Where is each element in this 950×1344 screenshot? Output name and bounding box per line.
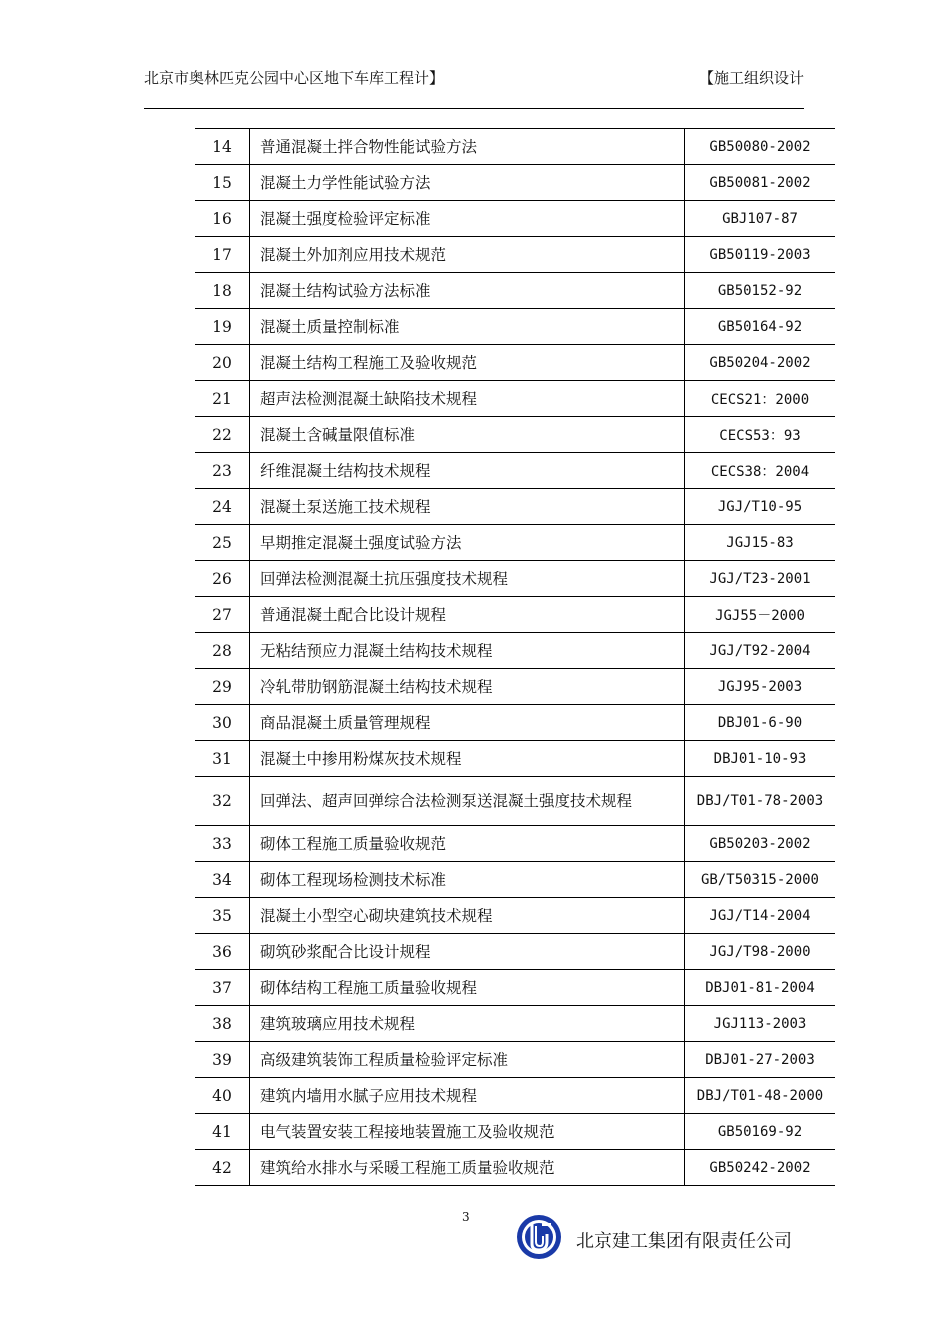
- row-number: 24: [195, 489, 250, 525]
- table-row: [195, 129, 835, 165]
- standard-name: 混凝土外加剂应用技术规范: [250, 237, 685, 273]
- standard-name: 混凝土结构工程施工及验收规范: [250, 345, 685, 381]
- row-number: 19: [195, 309, 250, 345]
- row-number: 34: [195, 862, 250, 898]
- row-number: 26: [195, 561, 250, 597]
- row-number: 15: [195, 165, 250, 201]
- table-row: [195, 862, 835, 898]
- standard-name: 普通混凝土拌合物性能试验方法: [250, 129, 685, 165]
- table-row: [195, 777, 835, 826]
- standard-code: DBJ01-6-90: [685, 705, 836, 741]
- standard-code: GB50081-2002: [685, 165, 836, 201]
- row-number: 32: [195, 777, 250, 826]
- row-number: 18: [195, 273, 250, 309]
- standard-name: 回弹法、超声回弹综合法检测泵送混凝土强度技术规程: [250, 777, 685, 826]
- table-row: [195, 417, 835, 453]
- standard-code: GB50119-2003: [685, 237, 836, 273]
- table-row: [195, 1078, 835, 1114]
- header-document-type: 【施工组织设计: [698, 69, 804, 87]
- row-number: 28: [195, 633, 250, 669]
- table-row: [195, 165, 835, 201]
- standard-code: JGJ15-83: [685, 525, 836, 561]
- standard-code: GB50242-2002: [685, 1150, 836, 1186]
- row-number: 30: [195, 705, 250, 741]
- standard-code: GB/T50315-2000: [685, 862, 836, 898]
- row-number: 21: [195, 381, 250, 417]
- company-name: 北京建工集团有限责任公司: [576, 1231, 792, 1252]
- row-number: 40: [195, 1078, 250, 1114]
- table-row: [195, 489, 835, 525]
- standard-name: 电气装置安装工程接地装置施工及验收规范: [250, 1114, 685, 1150]
- standard-code: GB50204-2002: [685, 345, 836, 381]
- standard-name: 普通混凝土配合比设计规程: [250, 597, 685, 633]
- row-number: 16: [195, 201, 250, 237]
- table-row: [195, 633, 835, 669]
- company-logo-icon: [516, 1214, 562, 1260]
- standard-code: DBJ/T01-78-2003: [685, 777, 836, 826]
- row-number: 36: [195, 934, 250, 970]
- table-row: [195, 705, 835, 741]
- row-number: 37: [195, 970, 250, 1006]
- table-row: [195, 1114, 835, 1150]
- standard-name: 混凝土中掺用粉煤灰技术规程: [250, 741, 685, 777]
- table-row: [195, 934, 835, 970]
- table-row: [195, 381, 835, 417]
- table-row: [195, 273, 835, 309]
- row-number: 38: [195, 1006, 250, 1042]
- standard-code: GB50164-92: [685, 309, 836, 345]
- standard-code: JGJ/T92-2004: [685, 633, 836, 669]
- row-number: 14: [195, 129, 250, 165]
- standard-code: JGJ113-2003: [685, 1006, 836, 1042]
- standard-code: GB50152-92: [685, 273, 836, 309]
- table-row: [195, 525, 835, 561]
- table-row: [195, 898, 835, 934]
- standard-name: 混凝土质量控制标准: [250, 309, 685, 345]
- header-project-title: 北京市奥林匹克公园中心区地下车库工程计】: [144, 69, 445, 87]
- standard-name: 混凝土强度检验评定标准: [250, 201, 685, 237]
- table-row: [195, 1042, 835, 1078]
- standard-name: 混凝土结构试验方法标准: [250, 273, 685, 309]
- standard-name: 超声法检测混凝土缺陷技术规程: [250, 381, 685, 417]
- standard-code: CECS38：2004: [685, 453, 836, 489]
- standard-name: 建筑给水排水与采暖工程施工质量验收规范: [250, 1150, 685, 1186]
- standards-table: [195, 128, 835, 1186]
- standard-code: DBJ01-81-2004: [685, 970, 836, 1006]
- row-number: 31: [195, 741, 250, 777]
- row-number: 39: [195, 1042, 250, 1078]
- row-number: 27: [195, 597, 250, 633]
- standard-name: 砌体工程施工质量验收规范: [250, 826, 685, 862]
- table-row: [195, 669, 835, 705]
- standard-name: 混凝土泵送施工技术规程: [250, 489, 685, 525]
- standard-code: GBJ107-87: [685, 201, 836, 237]
- table-row: [195, 970, 835, 1006]
- standard-name: 商品混凝土质量管理规程: [250, 705, 685, 741]
- standard-name: 冷轧带肋钢筋混凝土结构技术规程: [250, 669, 685, 705]
- standard-code: JGJ55－2000: [685, 597, 836, 633]
- row-number: 35: [195, 898, 250, 934]
- standard-code: GB50203-2002: [685, 826, 836, 862]
- standard-code: DBJ01-27-2003: [685, 1042, 836, 1078]
- standard-name: 混凝土力学性能试验方法: [250, 165, 685, 201]
- table-row: [195, 826, 835, 862]
- table-row: [195, 561, 835, 597]
- row-number: 29: [195, 669, 250, 705]
- standard-code: DBJ/T01-48-2000: [685, 1078, 836, 1114]
- standard-name: 混凝土含碱量限值标准: [250, 417, 685, 453]
- table-row: [195, 237, 835, 273]
- standard-code: CECS21：2000: [685, 381, 836, 417]
- table-row: [195, 1150, 835, 1186]
- standard-name: 纤维混凝土结构技术规程: [250, 453, 685, 489]
- page-number: 3: [462, 1210, 470, 1224]
- standard-code: JGJ/T10-95: [685, 489, 836, 525]
- standard-name: 砌体工程现场检测技术标准: [250, 862, 685, 898]
- table-row: [195, 453, 835, 489]
- table-row: [195, 741, 835, 777]
- table-row: [195, 201, 835, 237]
- standard-name: 早期推定混凝土强度试验方法: [250, 525, 685, 561]
- table-row: [195, 345, 835, 381]
- row-number: 17: [195, 237, 250, 273]
- standard-code: CECS53：93: [685, 417, 836, 453]
- standard-name: 混凝土小型空心砌块建筑技术规程: [250, 898, 685, 934]
- standard-code: JGJ/T14-2004: [685, 898, 836, 934]
- standard-name: 建筑玻璃应用技术规程: [250, 1006, 685, 1042]
- standard-code: GB50080-2002: [685, 129, 836, 165]
- table-row: [195, 309, 835, 345]
- row-number: 20: [195, 345, 250, 381]
- standard-code: GB50169-92: [685, 1114, 836, 1150]
- row-number: 42: [195, 1150, 250, 1186]
- row-number: 41: [195, 1114, 250, 1150]
- standard-code: JGJ/T98-2000: [685, 934, 836, 970]
- standard-code: DBJ01-10-93: [685, 741, 836, 777]
- row-number: 22: [195, 417, 250, 453]
- standard-name: 回弹法检测混凝土抗压强度技术规程: [250, 561, 685, 597]
- row-number: 23: [195, 453, 250, 489]
- row-number: 33: [195, 826, 250, 862]
- standard-name: 砌体结构工程施工质量验收规程: [250, 970, 685, 1006]
- page-header: [144, 68, 804, 109]
- table-row: [195, 1006, 835, 1042]
- standard-name: 无粘结预应力混凝土结构技术规程: [250, 633, 685, 669]
- row-number: 25: [195, 525, 250, 561]
- standard-name: 高级建筑装饰工程质量检验评定标准: [250, 1042, 685, 1078]
- standard-name: 建筑内墙用水腻子应用技术规程: [250, 1078, 685, 1114]
- standard-code: JGJ95-2003: [685, 669, 836, 705]
- table-row: [195, 597, 835, 633]
- standard-code: JGJ/T23-2001: [685, 561, 836, 597]
- standard-name: 砌筑砂浆配合比设计规程: [250, 934, 685, 970]
